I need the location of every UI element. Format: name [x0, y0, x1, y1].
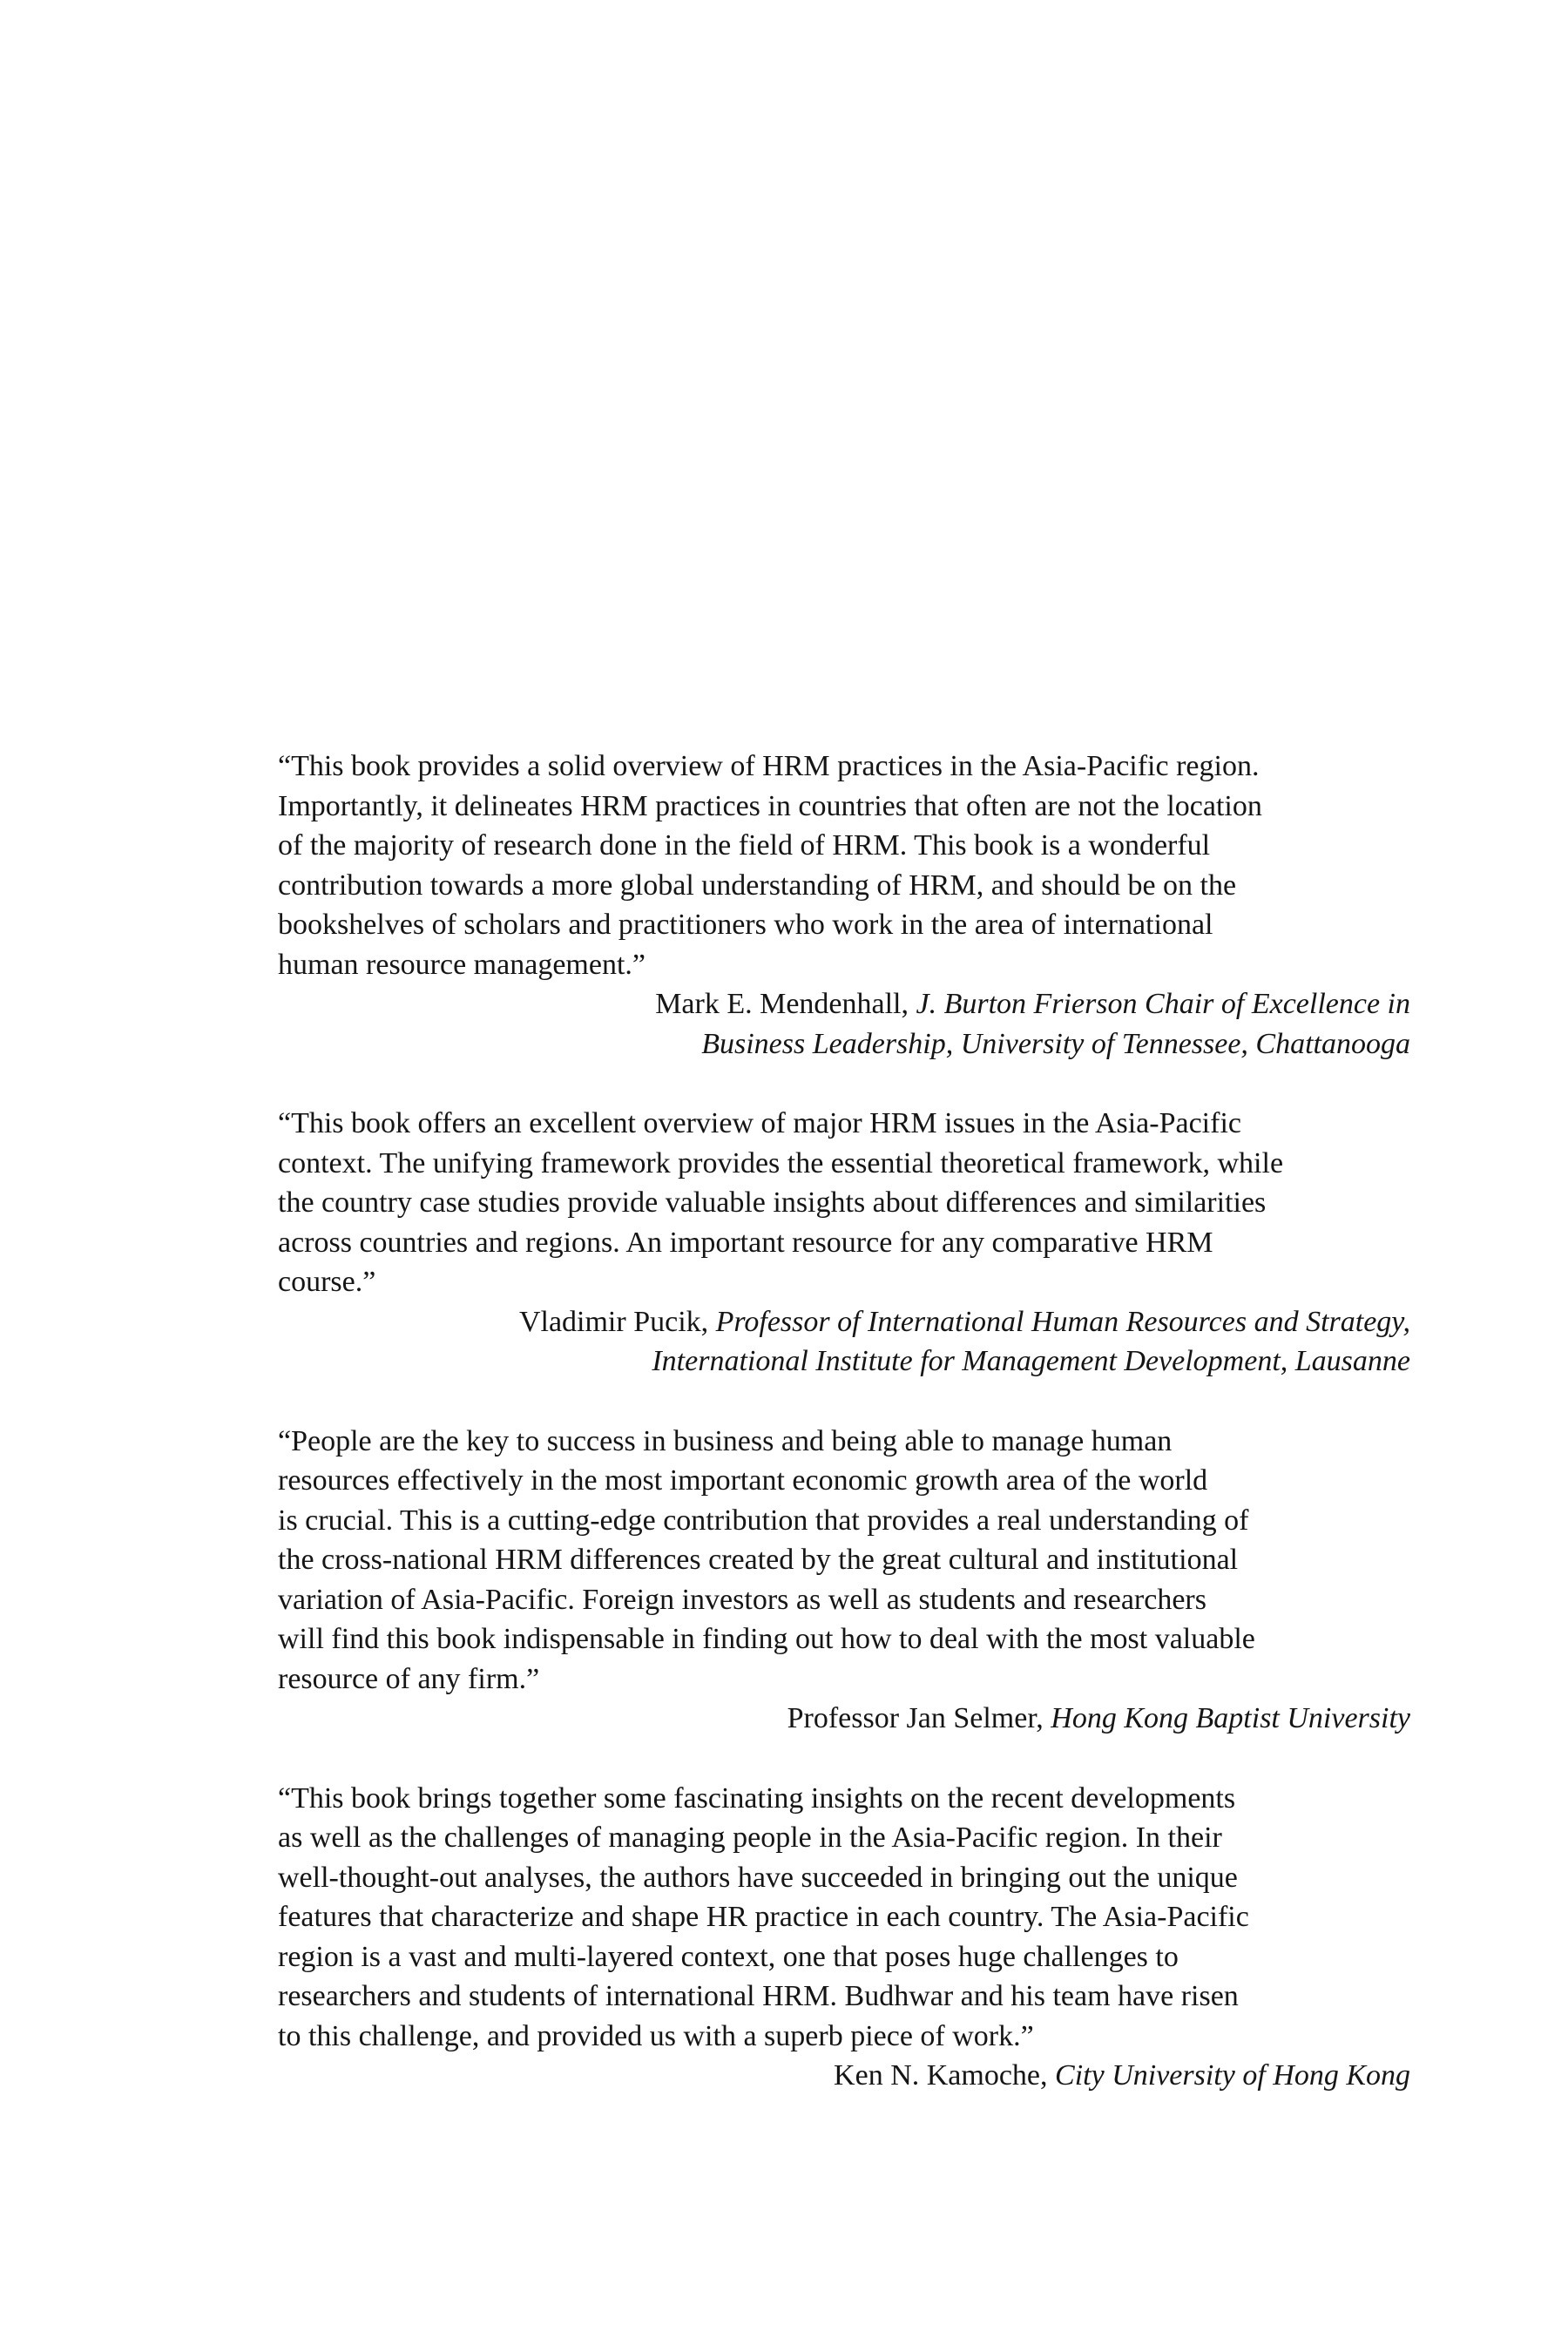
quote-line: “This book offers an excellent overview of major HRM issues in the Asia-Pacific [278, 1107, 1241, 1139]
endorser-affiliation: Hong Kong Baptist University [1051, 1702, 1410, 1734]
quote-line: course.” [278, 1266, 376, 1298]
quote-line: the country case studies provide valuable insights about differences and similarities [278, 1186, 1267, 1219]
quote-line: of the majority of research done in the field of HRM. This book is a wonderful [278, 829, 1211, 862]
endorsement-quote [278, 1422, 1410, 1700]
endorser-affiliation: City University of Hong Kong [1055, 2059, 1410, 2092]
endorsement-attribution [278, 984, 1410, 1064]
quote-line: as well as the challenges of managing people in the Asia-Pacific region. In their [278, 1821, 1222, 1854]
endorsement-quote [278, 747, 1410, 984]
quote-line: Importantly, it delineates HRM practices in countries that often are not the location [278, 789, 1262, 822]
attribution-line [278, 984, 1410, 1024]
endorser-affiliation: Professor of International Human Resources and Strategy, [715, 1305, 1410, 1338]
endorser-name: Mark E. Mendenhall, [655, 988, 909, 1020]
endorsements-list [278, 747, 1410, 2136]
endorsement-kamoche [278, 1779, 1410, 2096]
quote-line: contribution towards a more global understanding of HRM, and should be on the [278, 868, 1237, 902]
endorsement-attribution [278, 1302, 1410, 1382]
attribution-line [278, 1302, 1410, 1342]
attribution-line [278, 2056, 1410, 2096]
endorsement-attribution [278, 2056, 1410, 2096]
quote-line: is crucial. This is a cutting-edge contribution that provides a real understanding of [278, 1504, 1249, 1537]
endorsement-attribution [278, 1699, 1410, 1739]
quote-line: resources effectively in the most important economic growth area of the world [278, 1464, 1208, 1497]
quote-line: to this challenge, and provided us with a superb piece of work.” [278, 2019, 1034, 2052]
endorser-affiliation: Business Leadership, University of Tennessee, Chattanooga [701, 1027, 1410, 1060]
quote-line: “People are the key to success in business and being able to manage human [278, 1424, 1173, 1457]
quote-line: well-thought-out analyses, the authors have succeeded in bringing out the unique [278, 1861, 1238, 1894]
quote-line: features that characterize and shape HR practice in each country. The Asia-Pacific [278, 1901, 1249, 1933]
endorsement-mendenhall [278, 747, 1410, 1064]
quote-line: the cross-national HRM differences created by the great cultural and institutional [278, 1544, 1239, 1576]
endorser-affiliation: J. Burton Frierson Chair of Excellence in [916, 988, 1410, 1020]
quote-line: “This book brings together some fascinating insights on the recent developments [278, 1781, 1236, 1815]
quote-line: human resource management.” [278, 948, 645, 981]
endorsement-quote [278, 1779, 1410, 2057]
attribution-line [278, 1699, 1410, 1739]
quote-line: across countries and regions. An important resource for any comparative HRM [278, 1226, 1213, 1259]
endorsement-quote [278, 1104, 1410, 1302]
quote-line: variation of Asia-Pacific. Foreign investors as well as students and researchers [278, 1583, 1206, 1616]
endorser-affiliation: International Institute for Management Development, Lausanne [652, 1345, 1410, 1377]
attribution-line [278, 1342, 1410, 1382]
endorsement-selmer [278, 1422, 1410, 1739]
quote-line: bookshelves of scholars and practitioners who work in the area of international [278, 909, 1213, 941]
quote-line: resource of any firm.” [278, 1662, 540, 1695]
endorser-name: Vladimir Pucik, [518, 1305, 709, 1338]
endorsement-pucik [278, 1104, 1410, 1382]
endorser-name: Ken N. Kamoche, [834, 2059, 1048, 2092]
quote-line: researchers and students of international HRM. Budhwar and his team have risen [278, 1980, 1239, 2012]
quote-line: “This book provides a solid overview of HRM practices in the Asia-Pacific region. [278, 750, 1260, 782]
attribution-line [278, 1024, 1410, 1064]
quote-line: will find this book indispensable in finding out how to deal with the most valuable [278, 1623, 1255, 1655]
endorser-name: Professor Jan Selmer, [787, 1702, 1044, 1734]
quote-line: region is a vast and multi-layered context, one that poses huge challenges to [278, 1940, 1179, 1973]
quote-line: context. The unifying framework provides the essential theoretical framework, while [278, 1146, 1284, 1179]
